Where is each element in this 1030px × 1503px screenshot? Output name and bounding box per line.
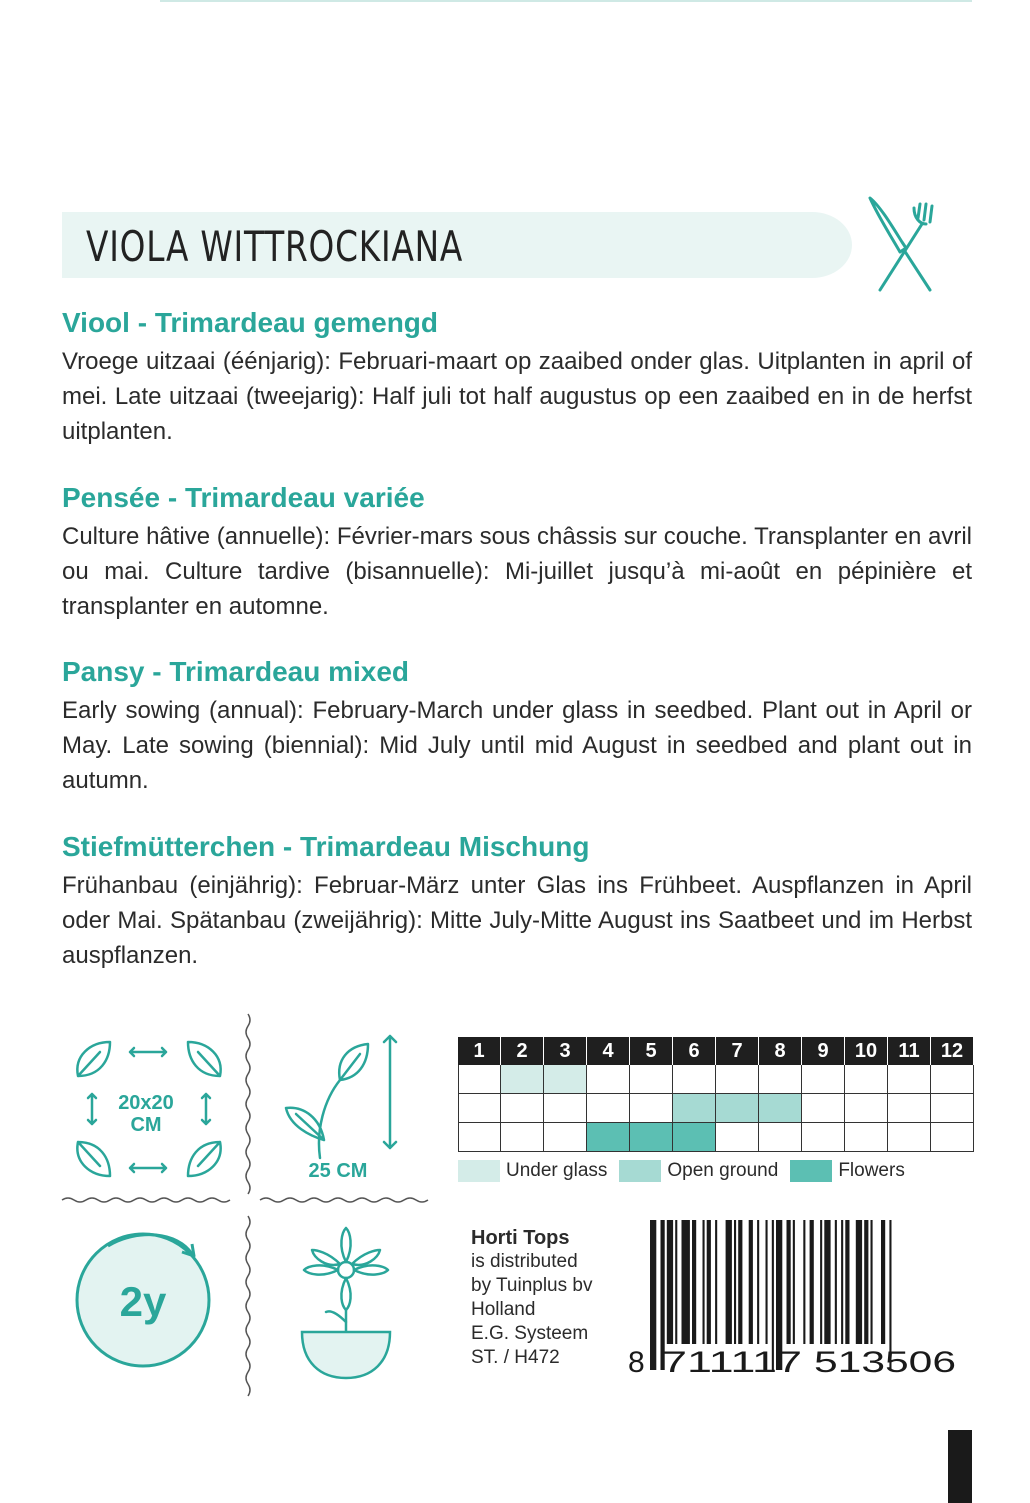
barcode-bar xyxy=(715,1220,717,1344)
calendar-cell xyxy=(458,1123,501,1152)
month-4: 4 xyxy=(587,1037,630,1065)
distributor-line: by Tuinplus bv xyxy=(471,1275,593,1296)
spacing-label-line1: 20x20 xyxy=(118,1092,174,1114)
section-heading: Pensée - Trimardeau variée xyxy=(62,482,425,513)
calendar-cell xyxy=(888,1065,931,1094)
barcode-bar xyxy=(692,1220,696,1344)
spacing-label xyxy=(106,1092,186,1136)
barcode xyxy=(628,1220,974,1380)
month-10: 10 xyxy=(845,1037,888,1065)
calendar-cell xyxy=(544,1065,587,1094)
month-6: 6 xyxy=(673,1037,716,1065)
barcode-bar xyxy=(835,1220,837,1344)
calendar-cell xyxy=(587,1094,630,1123)
calendar-cell xyxy=(931,1065,974,1094)
calendar-cell xyxy=(501,1065,544,1094)
calendar-cell xyxy=(673,1094,716,1123)
barcode-bar xyxy=(675,1220,677,1344)
calendar-cell xyxy=(931,1123,974,1152)
barcode-bar xyxy=(793,1220,795,1344)
distributor-line: Holland xyxy=(471,1299,536,1320)
calendar-cell xyxy=(458,1094,501,1123)
calendar-cell xyxy=(587,1065,630,1094)
plant-height-icon xyxy=(280,1030,410,1160)
barcode-bar xyxy=(845,1220,849,1344)
barcode-bar xyxy=(810,1220,814,1344)
sowing-calendar xyxy=(458,1037,974,1152)
calendar-cell xyxy=(802,1094,845,1123)
section-fr xyxy=(62,481,972,624)
calendar-cell xyxy=(716,1065,759,1094)
section-nl xyxy=(62,306,972,449)
legend-label: Flowers xyxy=(838,1160,905,1181)
calendar-cell xyxy=(802,1123,845,1152)
calendar-cell xyxy=(544,1123,587,1152)
calendar-cell xyxy=(587,1123,630,1152)
month-8: 8 xyxy=(759,1037,802,1065)
barcode-bar xyxy=(856,1220,862,1344)
legend-open-ground xyxy=(619,1160,778,1182)
month-2: 2 xyxy=(501,1037,544,1065)
cutlery-icon xyxy=(862,192,938,296)
calendar-cell xyxy=(845,1094,888,1123)
barcode-bar xyxy=(703,1220,705,1344)
barcode-bar xyxy=(803,1220,805,1344)
potted-flower-icon xyxy=(286,1222,406,1382)
barcode-bar xyxy=(766,1220,768,1344)
section-body: Culture hâtive (annuelle): Février-mars sous châssis sur couche. Transplanter en avril ou mai. Culture tardive (bisannuelle): Mi-juillet jusqu’à mi-août en pépinière et transplanter en automne. xyxy=(62,523,972,620)
calendar-cell xyxy=(673,1123,716,1152)
section-heading: Pansy - Trimardeau mixed xyxy=(62,656,410,687)
distributor-info xyxy=(471,1226,592,1370)
title-band xyxy=(62,212,852,278)
legend-swatch-flowers xyxy=(790,1160,832,1182)
calendar-cell xyxy=(501,1094,544,1123)
barcode-bar xyxy=(650,1220,656,1370)
barcode-bar xyxy=(682,1220,690,1344)
section-heading: Stiefmütterchen - Trimardeau Mischung xyxy=(62,831,590,862)
calendar-cell xyxy=(458,1065,501,1094)
lifecycle-label: 2y xyxy=(119,1278,167,1325)
month-3: 3 xyxy=(544,1037,587,1065)
month-12: 12 xyxy=(931,1037,974,1065)
barcode-digits-right: 513506 xyxy=(814,1346,956,1379)
barcode-bar xyxy=(864,1220,868,1344)
barcode-bar xyxy=(707,1220,711,1344)
section-de xyxy=(62,830,972,973)
month-11: 11 xyxy=(888,1037,931,1065)
calendar-cell xyxy=(544,1094,587,1123)
month-9: 9 xyxy=(802,1037,845,1065)
calendar-header xyxy=(458,1037,974,1065)
calendar-cell xyxy=(888,1094,931,1123)
section-body: Early sowing (annual): February-March under glass in seedbed. Plant out in April or May. Late sowing (biennial): Mid July until mid August in seedbed and plant out in autumn. xyxy=(62,697,972,794)
barcode-bar xyxy=(824,1220,830,1344)
section-en xyxy=(62,655,972,798)
calendar-cell xyxy=(931,1094,974,1123)
product-title: VIOLA WITTROCKIANA xyxy=(86,222,464,271)
distributor-line: is distributed xyxy=(471,1251,578,1272)
section-body: Frühanbau (einjährig): Februar-März unter Glas ins Frühbeet. Auspflanzen in April oder Mai. Spätanbau (zweijährig): Mitte July-Mitte August ins Saatbeet und im Herbst auspflanzen. xyxy=(62,872,972,969)
brand-name: Horti Tops xyxy=(471,1227,570,1249)
month-5: 5 xyxy=(630,1037,673,1065)
calendar-row-open-ground xyxy=(458,1094,974,1123)
barcode-bar xyxy=(787,1220,791,1344)
calendar-row-flowers xyxy=(458,1123,974,1152)
month-1: 1 xyxy=(458,1037,501,1065)
calendar-cell xyxy=(716,1123,759,1152)
legend-label: Under glass xyxy=(506,1160,608,1181)
calendar-cell xyxy=(802,1065,845,1094)
distributor-line: ST. / H472 xyxy=(471,1347,560,1368)
calendar-cell xyxy=(630,1123,673,1152)
spacing-label-line2: CM xyxy=(130,1114,162,1136)
barcode-digits-left: 711117 xyxy=(662,1346,802,1379)
calendar-cell xyxy=(501,1123,544,1152)
calendar-cell xyxy=(845,1123,888,1152)
legend-swatch-under-glass xyxy=(458,1160,500,1182)
calendar-cell xyxy=(630,1065,673,1094)
barcode-bar xyxy=(871,1220,873,1344)
height-label: 25 CM xyxy=(308,1160,368,1182)
barcode-bar xyxy=(726,1220,732,1344)
barcode-bar xyxy=(757,1220,759,1344)
legend-under-glass xyxy=(458,1160,607,1182)
calendar-cell xyxy=(759,1123,802,1152)
month-7: 7 xyxy=(716,1037,759,1065)
section-body: Vroege uitzaai (éénjarig): Februari-maart op zaaibed onder glas. Uitplanten in april of mei. Late uitzaai (tweejarig): Half juli tot half augustus op een zaaibed en in de herfst uitplanten. xyxy=(62,348,972,445)
distributor-line: E.G. Systeem xyxy=(471,1323,589,1344)
barcode-bar xyxy=(749,1220,753,1344)
calendar-cell xyxy=(630,1094,673,1123)
calendar-cell xyxy=(888,1123,931,1152)
barcode-bar xyxy=(734,1220,736,1344)
barcode-digit-first: 8 xyxy=(628,1346,645,1379)
calendar-cell xyxy=(845,1065,888,1094)
calendar-body xyxy=(458,1065,974,1152)
barcode-bar xyxy=(738,1220,742,1344)
legend-flowers xyxy=(790,1160,905,1182)
barcode-bar xyxy=(667,1220,673,1344)
calendar-cell xyxy=(716,1094,759,1123)
section-heading: Viool - Trimardeau gemengd xyxy=(62,307,439,338)
info-icons xyxy=(60,1010,440,1400)
top-rule xyxy=(160,0,972,2)
barcode-bar xyxy=(841,1220,843,1344)
legend-swatch-open-ground xyxy=(619,1160,661,1182)
calendar-cell xyxy=(759,1065,802,1094)
barcode-bar xyxy=(881,1220,885,1344)
barcode-bar xyxy=(820,1220,822,1344)
calendar-legend xyxy=(458,1160,917,1182)
calendar-cell xyxy=(673,1065,716,1094)
bottom-mark xyxy=(948,1430,972,1503)
legend-label: Open ground xyxy=(667,1160,779,1181)
calendar-cell xyxy=(759,1094,802,1123)
calendar-row-under-glass xyxy=(458,1065,974,1094)
